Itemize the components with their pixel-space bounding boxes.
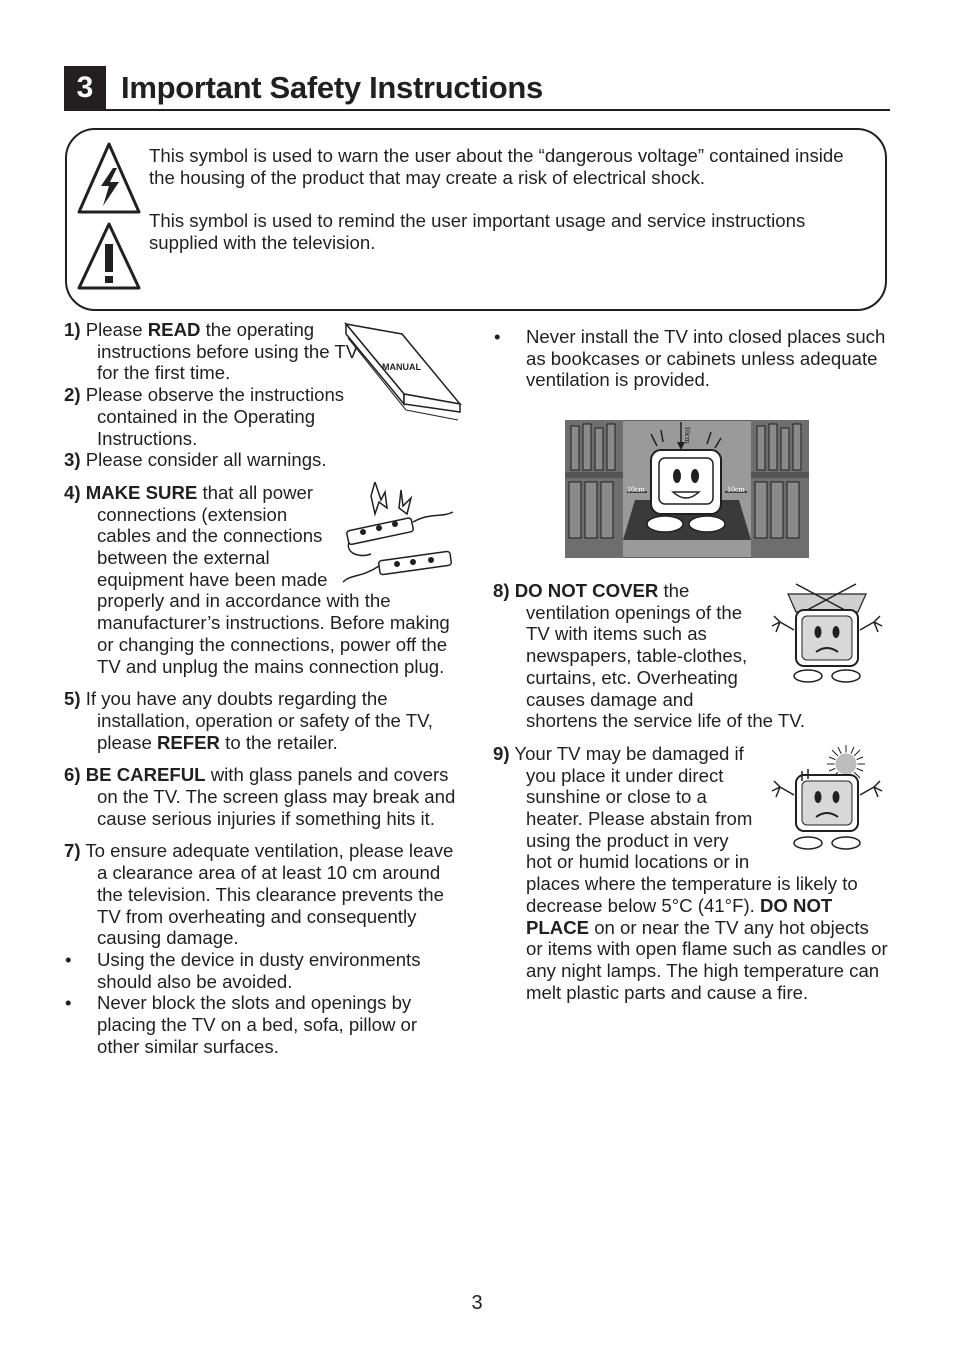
manual-book-illustration xyxy=(340,320,462,428)
bullet-dusty: • Using the device in dusty environments should also be avoided. xyxy=(65,948,421,992)
clearance-right-label: 10cm xyxy=(727,485,745,494)
item-9: 9) Your TV may be damaged if you place it under direct sunshine or close to a heater. Please abstain from using the product in very hot or humid locations or in places where the temperature is likely to decrease below 5°C (41°F). DO NOT PLACE on or near the TV any hot objects or items with open flame such as candles or any night lamps. The high temperature can melt plastic parts and cause a fire. xyxy=(493,742,888,1003)
bullet-closed-places: • Never install the TV into closed places such as bookcases or cabinets unless adequate ventilation is provided. xyxy=(494,326,886,391)
item-1: 1) Please READ the operating instructions before using the TV for the first time. xyxy=(64,319,359,384)
right-column xyxy=(493,326,888,391)
manual-label: MANUAL xyxy=(382,362,421,372)
item-4: 4) MAKE SURE that all power connections (extension cables and the connections between the external equipment have been made properly and in accordance with the manufacturer’s instructions. Before making or changing the connections, power off the TV and unplug the mains connection plug. xyxy=(64,482,459,677)
item-7: 7) To ensure adequate ventilation, please leave a clearance area of at least 10 cm around the television. This clearance prevents the TV from overheating and consequently causing damage. xyxy=(64,840,454,949)
item-3: 3) Please consider all warnings. xyxy=(64,449,327,471)
voltage-symbol-text: This symbol is used to warn the user about the “dangerous voltage” contained inside the housing of the product that may create a risk of electrical shock. xyxy=(149,145,844,188)
page-title: Important Safety Instructions xyxy=(121,70,543,105)
item-2: 2) Please observe the instructions contained in the Operating Instructions. xyxy=(64,384,345,449)
hot-tv-illustration xyxy=(766,743,888,855)
page-number: 3 xyxy=(471,1292,483,1314)
exclamation-warning-icon xyxy=(75,220,143,292)
clearance-left-label: 10cm xyxy=(627,485,645,494)
symbol-box xyxy=(65,128,887,311)
section-header xyxy=(64,66,890,112)
clearance-top-label: 10cm xyxy=(683,426,692,444)
covered-tv-illustration xyxy=(766,582,888,686)
cabinet-clearance-illustration xyxy=(565,420,809,558)
power-strip-illustration xyxy=(341,482,459,586)
item-8-block xyxy=(493,580,888,1003)
item-5: 5) If you have any doubts regarding the installation, operation or safety of the TV, please REFER to the retailer. xyxy=(64,688,433,753)
lightning-warning-icon xyxy=(75,140,143,216)
attention-symbol-text: This symbol is used to remind the user important usage and service instructions supplied with the television. xyxy=(149,210,806,253)
item-6: 6) BE CAREFUL with glass panels and covers on the TV. The screen glass may break and cause serious injuries if something hits it. xyxy=(64,764,456,829)
bullet-slots: • Never block the slots and openings by placing the TV on a bed, sofa, pillow or other similar surfaces. xyxy=(65,992,418,1057)
section-number: 3 xyxy=(64,66,106,110)
item-8: 8) DO NOT COVER the ventilation openings of the TV with items such as newspapers, table-clothes, curtains, etc. Overheating causes damage and shortens the service life of the TV. xyxy=(493,580,888,732)
left-column xyxy=(64,319,459,1058)
header-rule xyxy=(64,109,890,111)
